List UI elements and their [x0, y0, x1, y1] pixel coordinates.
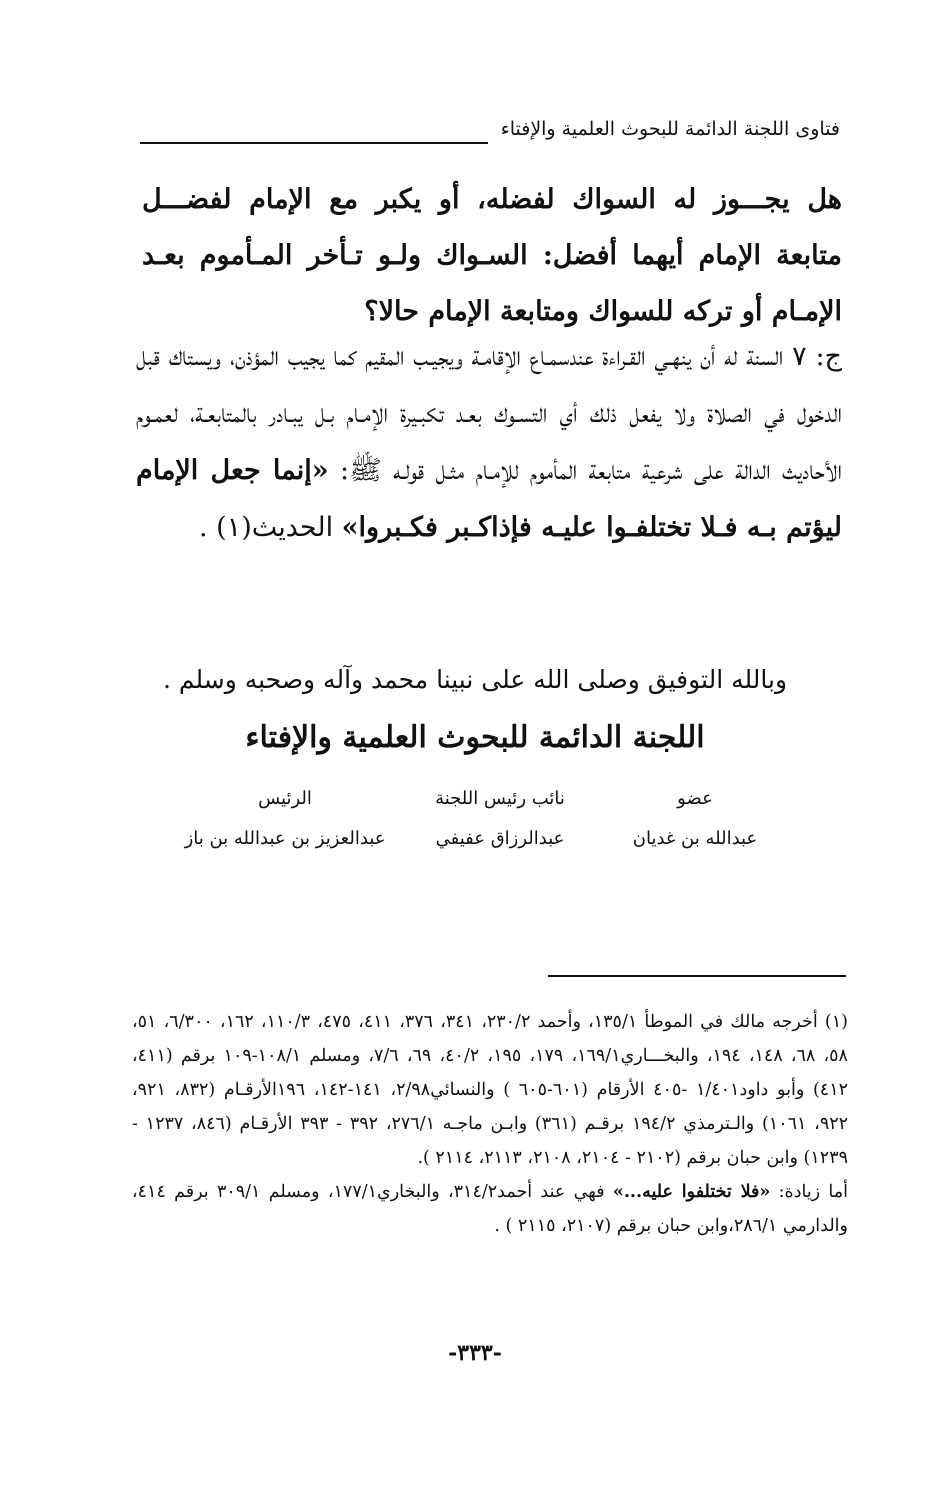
signatory-role: الرئيس: [258, 788, 312, 809]
footnote-2: [132, 1175, 848, 1243]
signatory-role: نائب رئيس اللجنة: [435, 788, 565, 809]
footnotes: [132, 1005, 848, 1243]
header-rule: [140, 142, 488, 144]
footnote-1: (١) أخرجه مالك في الموطأ ١٣٥/١، وأحمد ٢٣٠/٢، ٣٤١، ٣٧٦، ٤١١، ٤٧٥، ١١٠/٣، ١٦٢، ٦/٣٠٠، ٥١، ٥٨، ٦٨، ١٤٨، ١٩٤، والبخـــاري١٦٩/١، ١٧٩، ١٩٥، ٤٠/٢، ٦٩، ٧/٦، ومسلم ١٠٨/١-١٠٩ برقم (٤١١، ٤١٢) وأبو داود١/٤٠١ -٤٠٥ الأرقام (٦٠١-٦٠٥ ) والنسائي٢/٩٨، ١٤١-١٤٢، ١٩٦الأرقـام (٨٣٢، ٩٢١، ٩٢٢، ١٠٦١) والـترمذي ١٩٤/٢ برقـم (٣٦١) وابـن ماجـه ٢٧٦/١، ٣٩٢ - ٣٩٣ الأرقـام (٨٤٦، ١٢٣٧ - ١٢٣٩) وابن حبان برقم (٢١٠٢ - ٢١٠٤، ٢١٠٨، ٢١١٣، ٢١١٤ ).: [132, 1012, 849, 1168]
footnote-rule: [548, 975, 846, 977]
hadith-quote: «إنما جعل الإمام ليؤتم بـه فـلا تختلفـوا عليـه فإذاكـبر فكـبروا»: [136, 455, 842, 543]
answer-outro: الحديث(١) .: [198, 512, 334, 543]
footnote-2-quote: «فلا تختلفوا عليه...»: [612, 1182, 771, 1202]
signatory-member: [620, 788, 770, 849]
committee-title: اللجنة الدائمة للبحوث العلمية والإفتاء: [245, 720, 705, 755]
answer-intro: ج: ٧ السنة له أن ينهـي القـراءة عندسمـاع الإقامـة ويجيـب المقيم كما يجيب المؤذن، ويستاك قبل الدخول في الصلاة ولا يفعل ذلك أي التسـوك بعـد تكبـيرة الإمـام بـل يبـادر بالمتابعـة، لعمـوم الأحاديث الدالة على شرعية متابعة المأموم للإمـام مثـل قولـه ﷺ:: [136, 341, 842, 486]
signatory-name: عبدالله بن غديان: [632, 828, 758, 849]
signatory-chairman: [180, 788, 390, 849]
footnote-2-prefix: أما زيادة:: [778, 1182, 848, 1202]
question-text: هل يجـــوز له السواك لفضله، أو يكبر مع الإمام لفضـــل متابعة الإمام أيهما أفضل: السـواك ولـو تـأخر المـأموم بعـد الإمـام أو تركه للسواك ومتابعة الإمام حالا؟: [142, 184, 842, 327]
page-number: -٣٣٣-: [448, 1340, 502, 1366]
signatory-deputy: [420, 788, 580, 849]
footnote-2-rest: فهي عند أحمد٣١٤/٢، والبخاري١٧٧/١، ومسلم ٣٠٩/١ برقم ٤١٤، والدارمي ٢٨٦/١،وابن حبان برقم (٢١٠٧، ٢١١٥ ) .: [132, 1182, 848, 1236]
answer-block: [136, 328, 842, 556]
closing-prayer: وبالله التوفيق وصلى الله على نبينا محمد وآله وصحبه وسلم .: [162, 665, 788, 694]
signatory-role: عضو: [677, 788, 713, 809]
signatory-name: عبدالعزيز بن عبدالله بن باز: [184, 828, 386, 849]
signatory-name: عبدالرزاق عفيفي: [435, 828, 565, 849]
running-header: فتاوى اللجنة الدائمة للبحوث العلمية والإفتاء: [500, 118, 840, 140]
